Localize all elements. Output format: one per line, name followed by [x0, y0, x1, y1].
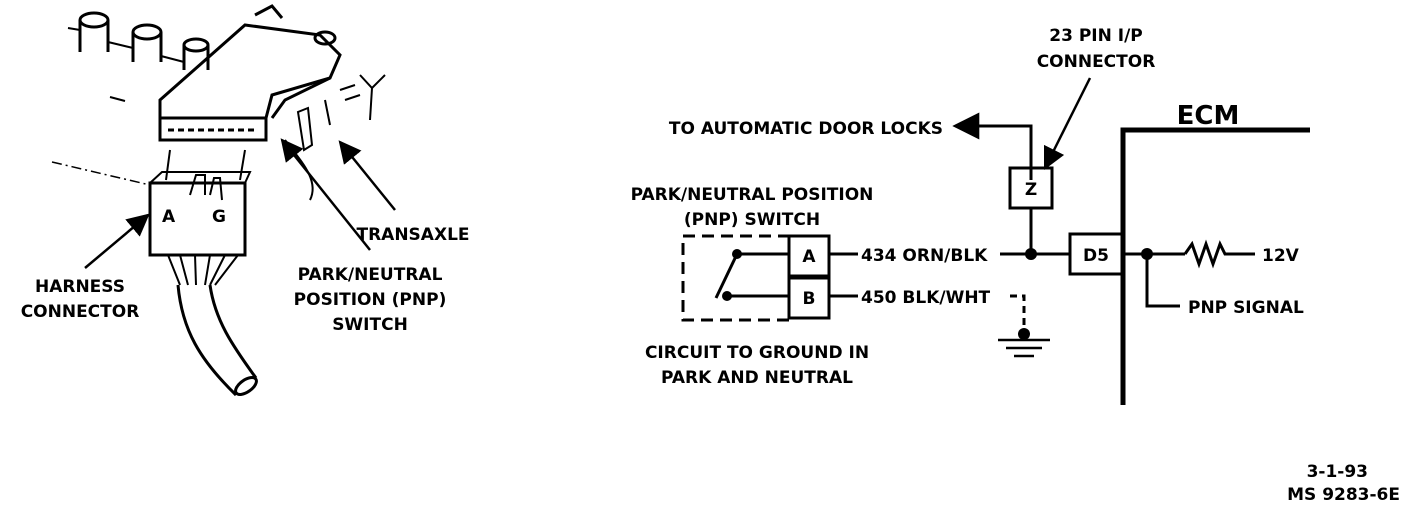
dash-dot-line	[52, 162, 150, 185]
voltage-label: 12V	[1262, 246, 1299, 266]
switch-title-2: (PNP) SWITCH	[683, 210, 821, 230]
pnp-switch-body	[110, 6, 385, 200]
ip-connector-label-2: CONNECTOR	[1036, 52, 1156, 72]
transaxle-label: TRANSAXLE	[356, 225, 470, 245]
switch-title-1: PARK/NEUTRAL POSITION	[630, 185, 874, 205]
wire-a-label: 434 ORN/BLK	[861, 246, 988, 266]
connector-pin-g: G	[212, 207, 226, 227]
pnp-signal-line	[1147, 254, 1180, 306]
door-locks-label: TO AUTOMATIC DOOR LOCKS	[668, 119, 943, 139]
harness-label-2: CONNECTOR	[20, 302, 140, 322]
ground-wire	[1010, 296, 1024, 330]
pin-b-label: B	[802, 289, 816, 309]
connector-pin-a: A	[162, 207, 176, 227]
transaxle-arrow	[340, 142, 395, 210]
ground-symbol	[998, 340, 1050, 356]
pnp-signal-label: PNP SIGNAL	[1188, 298, 1304, 318]
ip-connector-arrow	[1045, 78, 1090, 168]
wire-b-label: 450 BLK/WHT	[861, 288, 991, 308]
z-pin-label: Z	[1024, 180, 1038, 200]
harness-label-1: HARNESS	[34, 277, 126, 297]
harness-arrow	[85, 215, 148, 268]
switch-contact-lines	[727, 254, 789, 296]
illustration-arrows	[85, 140, 395, 268]
pnp-label-2: POSITION (PNP)	[293, 290, 447, 310]
ip-connector-label-1: 23 PIN I/P	[1049, 26, 1143, 46]
pin-a-label: A	[802, 247, 816, 267]
circuit-note-1: CIRCUIT TO GROUND IN	[644, 343, 870, 363]
pnp-label-3: SWITCH	[332, 315, 408, 335]
transaxle-illustration	[52, 6, 385, 398]
contact-dot-b	[722, 291, 732, 301]
ground-dot	[1018, 328, 1030, 340]
d5-pin-label: D5	[1083, 246, 1109, 266]
harness-connector	[150, 150, 259, 398]
circuit-note-2: PARK AND NEUTRAL	[661, 368, 853, 388]
ecm-label: ECM	[1176, 101, 1240, 131]
junction-dot-434	[1025, 248, 1037, 260]
footer-date: 3-1-93	[1306, 462, 1368, 482]
contact-dot-a	[732, 249, 742, 259]
junction-dot-ecm	[1141, 248, 1153, 260]
pnp-label-1: PARK/NEUTRAL	[297, 265, 443, 285]
pullup-resistor	[1185, 244, 1255, 264]
footer-ref: MS 9283-6E	[1287, 485, 1400, 505]
transaxle-cylinders	[68, 13, 208, 70]
door-locks-wire	[955, 126, 1031, 180]
ecm-box	[1123, 130, 1310, 405]
pnp-switch-dashed-box	[683, 236, 789, 320]
